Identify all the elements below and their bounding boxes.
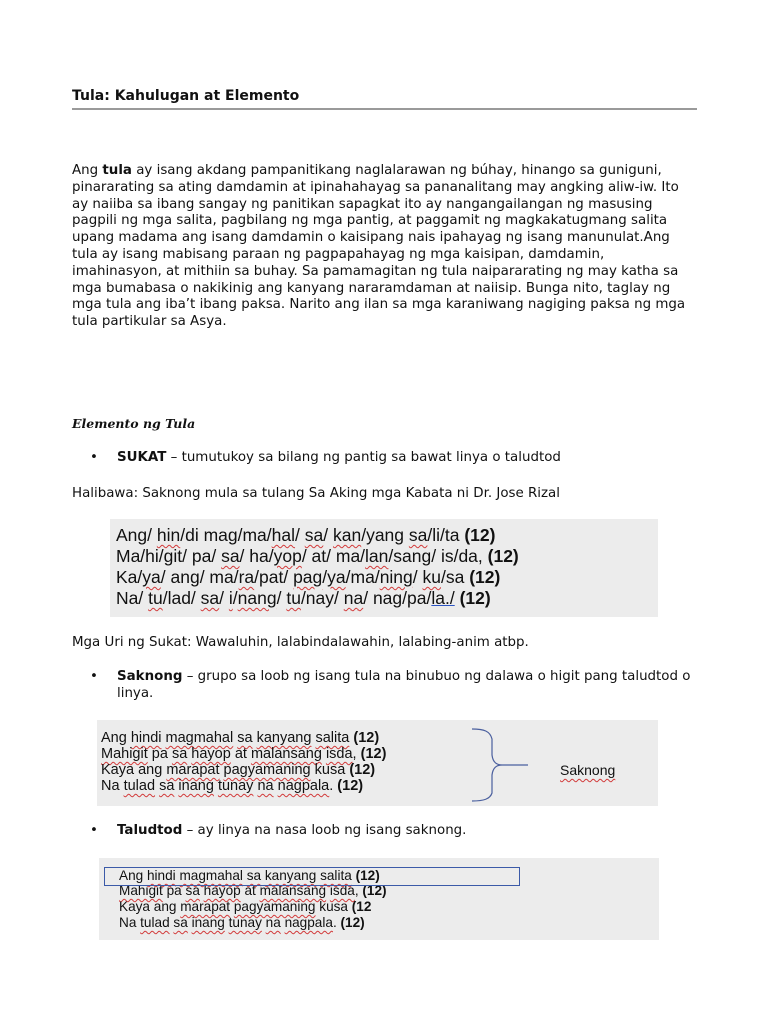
stanza-line-4: Na tulad sa inang tunay na nagpala. (12) (101, 778, 364, 794)
sukat-sample-image (110, 519, 658, 617)
taludtod-highlight-box (104, 867, 520, 886)
sukat-term: SUKAT (117, 450, 167, 465)
page-title: Tula: Kahulugan at Elemento (72, 88, 697, 110)
section-heading: Elemento ng Tula (72, 416, 196, 431)
brace-icon (470, 727, 530, 803)
bullet-dot: • (90, 823, 98, 838)
sukat-line-4: Na/ tu/lad/ sa/ i/nang/ tu/nay/ na/ nag/pa/la./ (12) (116, 588, 491, 608)
saknong-label: Saknong (560, 762, 616, 778)
sukat-line-3: Ka/ya/ ang/ ma/ra/pat/ pag/ya/ma/ning/ ku/sa (12) (116, 567, 501, 587)
sukat-line-1: Ang/ hin/di mag/ma/hal/ sa/ kan/yang sa/li/ta (12) (116, 525, 496, 545)
sukat-types-text: Mga Uri ng Sukat: Wawaluhin, lalabindalawahin, lalabing-anim atbp. (72, 635, 529, 650)
bullet-dot: • (90, 450, 98, 465)
sukat-example-caption: Halibawa: Saknong mula sa tulang Sa Aking mga Kabata ni Dr. Jose Rizal (72, 486, 560, 501)
intro-rest: ay isang akdang pampanitikang naglalarawan ng búhay, hinango sa guniguni, pinararating sa ating damdamin at ipinahahayag sa pananalitang may angking aliw-iw. Ito ay naiiba sa ibang sangay ng panitikan sapagkat ito ay nangangailangan ng masusing pagpili ng mga salita, pagbilang ng mga pantig, at paggamit ng magkakatugmang salita upang madama ang isang damdamin o kaisipang nais ipahayag ng isang manunulat.Ang tula ay isang mabisang paraan ng pagpapahayag ng mga kaisipan, damdamin, imahinasyon, at mithiin sa buhay. Sa pamamagitan ng tula naipararating ng may katha sa mga bumabasa o nakikinig ang kanyang nararamdaman at naiisip. Bunga nito, taglay ng mga tula ang iba’t ibang paksa. Narito ang ilan sa mga karaniwang nagiging paksa ng mga tula partikular sa Asya. (72, 163, 686, 330)
bullet-dot: • (90, 669, 98, 684)
intro-bold-term: tula (102, 163, 132, 178)
stanza-line-1: Ang hindi magmahal sa kanyang salita (12) (101, 730, 380, 746)
sukat-line-2: Ma/hi/git/ pa/ sa/ ha/yop/ at/ ma/lan/sang/ is/da, (12) (116, 546, 519, 566)
taludtod-definition: – ay linya na nasa loob ng isang saknong. (182, 823, 467, 838)
taludtod-line-1: Ang hindi magmahal sa kanyang salita (12) (119, 868, 380, 883)
saknong-definition: – grupo sa loob ng isang tula na binubuo ng dalawa o higit pang taludtod o linya. (117, 669, 691, 701)
taludtod-line-2: Mahigit pa sa hayop at malansang isda, (12) (119, 883, 387, 898)
taludtod-term: Taludtod (117, 823, 183, 838)
saknong-term: Saknong (117, 669, 183, 684)
stanza-line-2: Mahigit pa sa hayop at malansang isda, (12) (101, 746, 387, 762)
stanza-line-3: Kaya ang marapat pagyamaning kusa (12) (101, 762, 376, 778)
intro-lead: Ang (72, 163, 103, 178)
intro-paragraph (72, 163, 697, 331)
taludtod-line-4: Na tulad sa inang tunay na nagpala. (12) (119, 915, 365, 930)
taludtod-line-3: Kaya ang marapat pagyamaning kusa (12 (119, 899, 372, 914)
sukat-definition: – tumutukoy sa bilang ng pantig sa bawat linya o taludtod (166, 450, 561, 465)
